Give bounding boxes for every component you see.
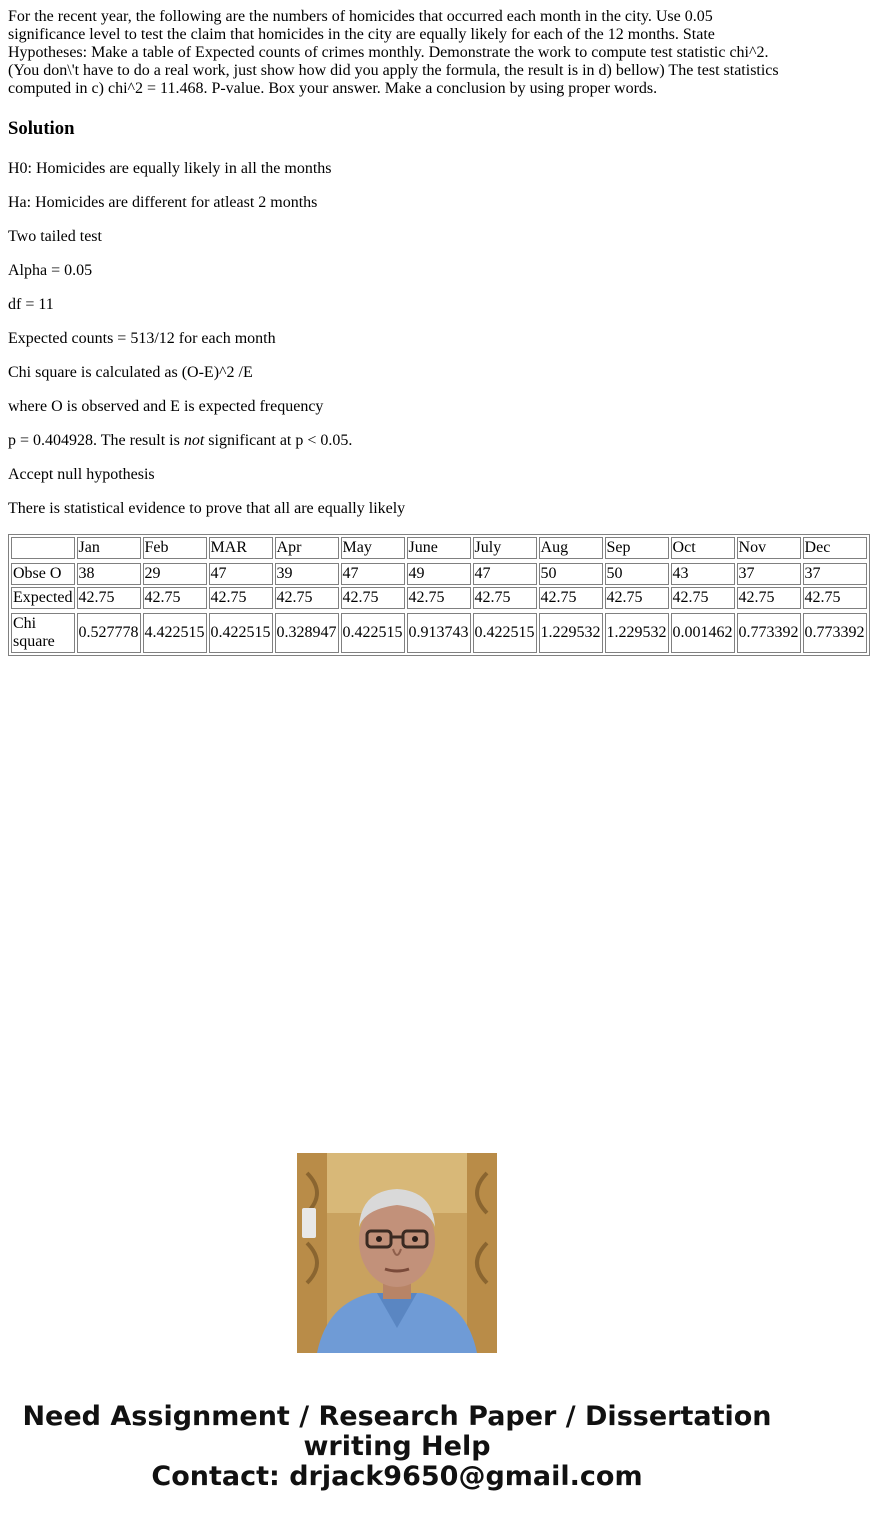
chi-square-table bbox=[8, 534, 870, 656]
table-row-expected bbox=[11, 587, 867, 609]
table-cell: 37 bbox=[803, 563, 867, 585]
p-value-emphasis: not bbox=[183, 432, 205, 449]
table-cell: 0.328947 bbox=[275, 613, 339, 653]
table-cell: 0.913743 bbox=[407, 613, 471, 653]
solution-heading: Solution bbox=[8, 118, 75, 139]
author-avatar bbox=[297, 1153, 497, 1353]
table-cell: Dec bbox=[803, 537, 867, 559]
footer-contact: Contact: drjack9650@gmail.com bbox=[151, 1461, 643, 1492]
null-hypothesis: H0: Homicides are equally likely in all the months bbox=[8, 160, 332, 177]
table-cell: 47 bbox=[473, 563, 537, 585]
formula-legend: where O is observed and E is expected frequency bbox=[8, 398, 324, 415]
footer-line-1: Need Assignment / Research Paper / Dissertation bbox=[22, 1401, 772, 1432]
table-cell: 29 bbox=[143, 563, 207, 585]
table-cell: 0.773392 bbox=[803, 613, 867, 653]
table-cell: 0.422515 bbox=[341, 613, 405, 653]
table-cell: 38 bbox=[77, 563, 141, 585]
table-cell: 42.75 bbox=[737, 587, 801, 609]
decision: Accept null hypothesis bbox=[8, 466, 155, 483]
table-row-label: Obse O bbox=[11, 563, 75, 585]
table-cell: 4.422515 bbox=[143, 613, 207, 653]
table-cell: MAR bbox=[209, 537, 273, 559]
table-cell: Feb bbox=[143, 537, 207, 559]
table-cell: 39 bbox=[275, 563, 339, 585]
table-row-label: Expected bbox=[11, 587, 75, 609]
table-row-chi-square bbox=[11, 613, 867, 653]
table-cell: Nov bbox=[737, 537, 801, 559]
table-cell: 0.422515 bbox=[473, 613, 537, 653]
p-value-suffix: significant at p < 0.05. bbox=[204, 432, 353, 449]
table-cell: June bbox=[407, 537, 471, 559]
table-cell: July bbox=[473, 537, 537, 559]
table-cell: 37 bbox=[737, 563, 801, 585]
table-cell: Aug bbox=[539, 537, 603, 559]
document-content bbox=[8, 8, 865, 656]
alpha-level: Alpha = 0.05 bbox=[8, 262, 93, 279]
table-cell: 0.527778 bbox=[77, 613, 141, 653]
table-cell: 42.75 bbox=[407, 587, 471, 609]
test-type: Two tailed test bbox=[8, 228, 102, 245]
table-cell: 42.75 bbox=[275, 587, 339, 609]
expected-counts: Expected counts = 513/12 for each month bbox=[8, 330, 276, 347]
table-cell: 42.75 bbox=[671, 587, 735, 609]
table-cell: 49 bbox=[407, 563, 471, 585]
table-cell: 50 bbox=[539, 563, 603, 585]
table-cell: 47 bbox=[341, 563, 405, 585]
table-cell: 42.75 bbox=[209, 587, 273, 609]
table-cell: 1.229532 bbox=[539, 613, 603, 653]
conclusion: There is statistical evidence to prove that all are equally likely bbox=[8, 500, 406, 517]
degrees-of-freedom: df = 11 bbox=[8, 296, 54, 313]
table-row-observed bbox=[11, 563, 867, 585]
table-cell: Apr bbox=[275, 537, 339, 559]
table-cell: 47 bbox=[209, 563, 273, 585]
table-row-label bbox=[11, 537, 75, 559]
table-cell: 50 bbox=[605, 563, 669, 585]
question-text: For the recent year, the following are the numbers of homicides that occurred each month in the city. Use 0.05 significance level to test the claim that homicides in the city are equally likely for each of the 12 months. State Hypotheses: Make a table of Expected counts of crimes monthly. Demonstrate the work to compute test statistic chi^2. (You don\'t have to do a real work, just show how did you apply the formula, the result is in d) bellow) The test statistics computed in c) chi^2 = 11.468. P-value. Box your answer. Make a conclusion by using proper words. bbox=[8, 8, 779, 97]
table-cell: 1.229532 bbox=[605, 613, 669, 653]
table-cell: 42.75 bbox=[341, 587, 405, 609]
table-row-label: Chi square bbox=[11, 613, 75, 653]
table-header-row bbox=[11, 537, 867, 559]
table-cell: May bbox=[341, 537, 405, 559]
p-value-statement bbox=[8, 432, 794, 450]
table-cell: Jan bbox=[77, 537, 141, 559]
chi-square-formula: Chi square is calculated as (O-E)^2 /E bbox=[8, 364, 253, 381]
table-cell: 42.75 bbox=[143, 587, 207, 609]
table-container bbox=[8, 534, 865, 656]
promo-footer bbox=[0, 1402, 794, 1492]
author-portrait-image bbox=[297, 1153, 497, 1353]
footer-line-2: writing Help bbox=[303, 1431, 491, 1462]
table-cell: 42.75 bbox=[77, 587, 141, 609]
table-cell: 42.75 bbox=[605, 587, 669, 609]
table-cell: Oct bbox=[671, 537, 735, 559]
table-cell: 42.75 bbox=[473, 587, 537, 609]
table-cell: 42.75 bbox=[539, 587, 603, 609]
table-cell: 0.001462 bbox=[671, 613, 735, 653]
p-value-prefix: p = 0.404928. The result is bbox=[8, 432, 184, 449]
table-cell: 42.75 bbox=[803, 587, 867, 609]
table-cell: Sep bbox=[605, 537, 669, 559]
alternative-hypothesis: Ha: Homicides are different for atleast 2 months bbox=[8, 194, 318, 211]
table-cell: 0.773392 bbox=[737, 613, 801, 653]
chi-square-table-body bbox=[11, 537, 867, 653]
table-cell: 43 bbox=[671, 563, 735, 585]
table-cell: 0.422515 bbox=[209, 613, 273, 653]
